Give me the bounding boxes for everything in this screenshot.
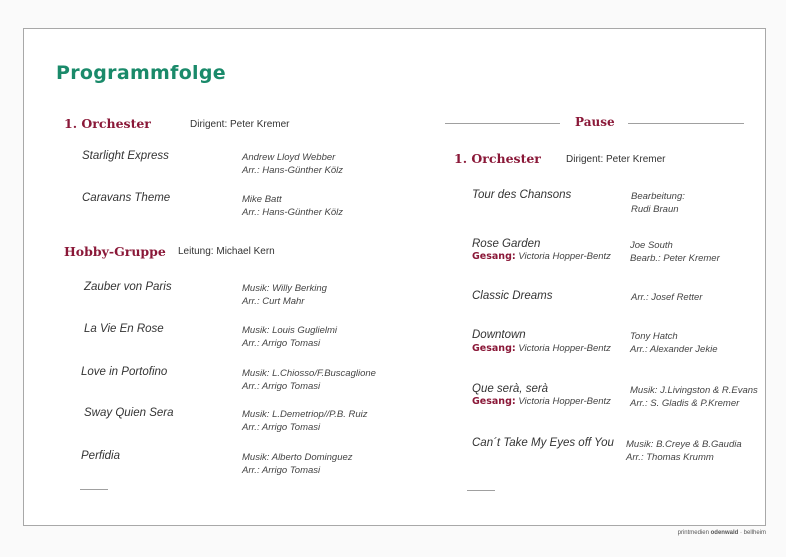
- piece-credits: Musik: B.Creye & B.Gaudia Arr.: Thomas Krumm: [626, 439, 742, 463]
- printer-credit: printmedien odenwald · bellheim: [677, 530, 766, 536]
- piece-credits: Musik: J.Livingston & R.Evans Arr.: S. Gladis & P.Kremer: [630, 385, 758, 409]
- piece-credits: Tony Hatch Arr.: Alexander Jekie: [630, 331, 718, 355]
- section-leader-hobby: Leitung: Michael Kern: [178, 246, 275, 257]
- piece-credits: Bearbeitung: Rudi Braun: [631, 191, 685, 215]
- piece-title: Downtown: [472, 329, 526, 341]
- section-leader-orchester: Dirigent: Peter Kremer: [566, 154, 666, 165]
- piece-title: Caravans Theme: [82, 192, 171, 204]
- piece-title: Classic Dreams: [472, 290, 553, 302]
- piece-credits: Musik: L.Demetriop//P.B. Ruiz Arr.: Arrigo Tomasi: [242, 409, 368, 433]
- piece-credits: Musik: Alberto Dominguez Arr.: Arrigo Tomasi: [242, 452, 353, 476]
- piece-title: Sway Quien Sera: [84, 407, 174, 419]
- piece-credits: Andrew Lloyd Webber Arr.: Hans-Günther Kölz: [242, 152, 344, 176]
- section-heading-orchester: 1. Orchester: [454, 151, 541, 166]
- piece-credits: Musik: L.Chiosso/F.Buscaglione Arr.: Arrigo Tomasi: [242, 368, 376, 392]
- section-heading-orchester: 1. Orchester: [64, 116, 151, 131]
- piece-credits: Joe South Bearb.: Peter Kremer: [630, 240, 720, 264]
- divider: [80, 489, 108, 490]
- section-heading-hobby: Hobby-Gruppe: [64, 244, 166, 259]
- piece-title: Que serà, serà: [472, 383, 549, 395]
- piece-credits: Arr.: Josef Retter: [631, 292, 703, 303]
- piece-credits: Musik: Willy Berking Arr.: Curt Mahr: [242, 283, 327, 307]
- piece-title: Can´t Take My Eyes off You: [472, 437, 614, 449]
- pause-rule-left: [445, 123, 560, 124]
- singer-line: Gesang: Victoria Hopper-Bentz: [472, 396, 611, 407]
- singer-line: Gesang: Victoria Hopper-Bentz: [472, 251, 611, 262]
- singer-line: Gesang: Victoria Hopper-Bentz: [472, 343, 611, 354]
- piece-credits: Musik: Louis Guglielmi Arr.: Arrigo Tomasi: [242, 325, 338, 349]
- piece-title: Tour des Chansons: [472, 189, 572, 201]
- piece-title: Zauber von Paris: [84, 281, 172, 293]
- page-title: Programmfolge: [56, 62, 226, 84]
- piece-credits: Mike Batt Arr.: Hans-Günther Kölz: [242, 194, 344, 218]
- piece-title: Starlight Express: [82, 150, 169, 162]
- pause-heading: Pause: [575, 115, 615, 129]
- piece-title: Rose Garden: [472, 238, 541, 250]
- piece-title: Love in Portofino: [81, 366, 168, 378]
- section-leader-orchester: Dirigent: Peter Kremer: [190, 119, 290, 130]
- divider: [467, 490, 495, 491]
- piece-title: La Vie En Rose: [84, 323, 164, 335]
- pause-rule-right: [628, 123, 744, 124]
- piece-title: Perfidia: [81, 450, 120, 462]
